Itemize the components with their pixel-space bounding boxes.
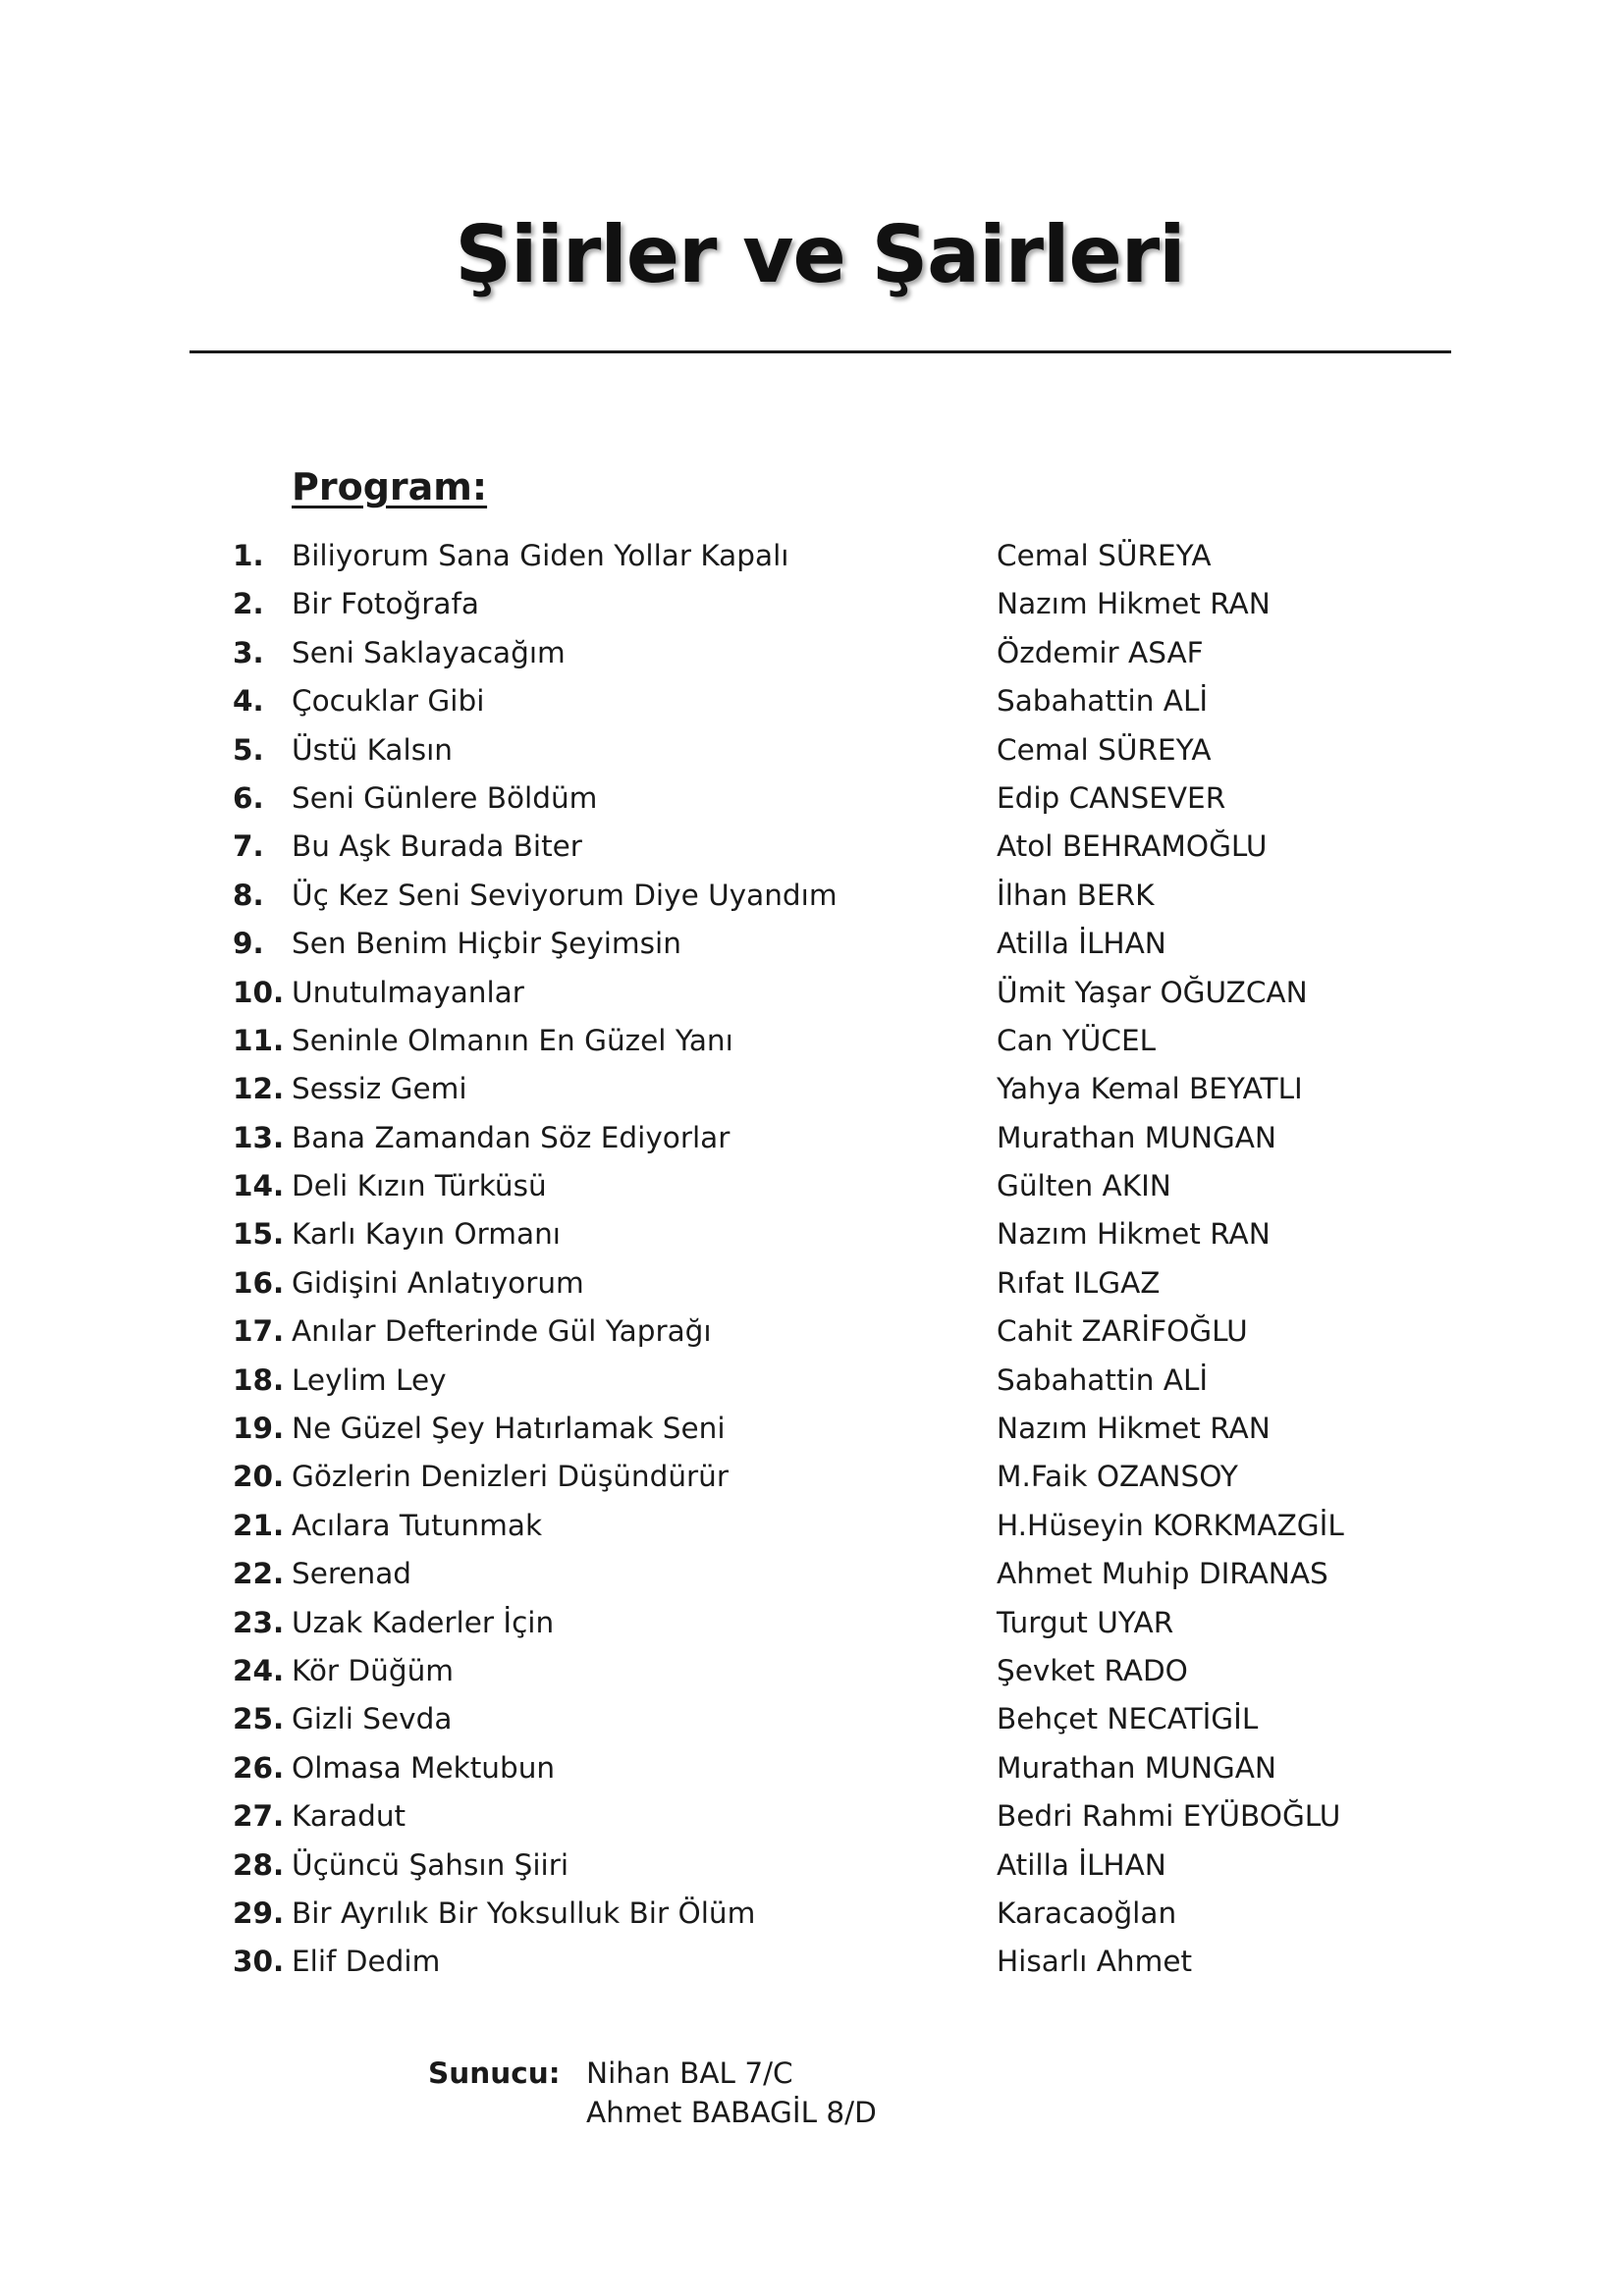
item-number: 4. bbox=[233, 684, 264, 719]
list-item bbox=[0, 1011, 1624, 1059]
poem-title: Seninle Olmanın En Güzel Yanı bbox=[292, 1023, 733, 1057]
poet-name: Hisarlı Ahmet bbox=[997, 1945, 1193, 1979]
list-item bbox=[0, 1544, 1624, 1592]
title-divider bbox=[189, 350, 1451, 353]
list-item bbox=[0, 1884, 1624, 1932]
poet-name: Özdemir ASAF bbox=[997, 635, 1204, 669]
poem-title: Deli Kızın Türküsü bbox=[292, 1169, 547, 1203]
poem-title: Çocuklar Gibi bbox=[292, 684, 485, 719]
list-item bbox=[0, 1447, 1624, 1495]
poem-title: Anılar Defterinde Gül Yaprağı bbox=[292, 1314, 712, 1349]
poem-title: Leylim Ley bbox=[292, 1362, 447, 1397]
presenter-name: Nihan BAL 7/C bbox=[586, 2056, 793, 2090]
poem-title: Gözlerin Denizleri Düşündürür bbox=[292, 1460, 729, 1494]
poem-title: Ne Güzel Şey Hatırlamak Seni bbox=[292, 1412, 726, 1446]
list-item bbox=[0, 866, 1624, 914]
poet-name: Ümit Yaşar OĞUZCAN bbox=[997, 975, 1308, 1009]
poet-name: Can YÜCEL bbox=[997, 1023, 1157, 1057]
item-number: 14. bbox=[233, 1169, 285, 1203]
item-number: 9. bbox=[233, 927, 264, 961]
poem-title: Karlı Kayın Ormanı bbox=[292, 1217, 561, 1252]
poet-name: Turgut UYAR bbox=[997, 1605, 1174, 1639]
item-number: 8. bbox=[233, 878, 264, 912]
poet-name: M.Faik OZANSOY bbox=[997, 1460, 1238, 1494]
poem-title: Gizli Sevda bbox=[292, 1702, 453, 1736]
item-number: 5. bbox=[233, 732, 264, 767]
item-number: 20. bbox=[233, 1460, 285, 1494]
list-item bbox=[0, 1059, 1624, 1107]
item-number: 24. bbox=[233, 1653, 285, 1687]
poet-name: Atol BEHRAMOĞLU bbox=[997, 829, 1268, 864]
list-item bbox=[0, 1496, 1624, 1544]
list-item bbox=[0, 1641, 1624, 1689]
item-number: 22. bbox=[233, 1557, 285, 1591]
item-number: 15. bbox=[233, 1217, 285, 1252]
item-number: 26. bbox=[233, 1750, 285, 1785]
poem-title: Seni Saklayacağım bbox=[292, 635, 566, 669]
poem-title: Uzak Kaderler İçin bbox=[292, 1605, 555, 1639]
poet-name: Nazım Hikmet RAN bbox=[997, 1217, 1271, 1252]
poet-name: Behçet NECATİGİL bbox=[997, 1702, 1259, 1736]
item-number: 25. bbox=[233, 1702, 285, 1736]
list-item bbox=[0, 1738, 1624, 1787]
poet-name: Nazım Hikmet RAN bbox=[997, 587, 1271, 621]
poem-title: Kör Düğüm bbox=[292, 1653, 455, 1687]
list-item bbox=[0, 769, 1624, 817]
item-number: 3. bbox=[233, 635, 264, 669]
poet-name: Atilla İLHAN bbox=[997, 1847, 1166, 1882]
poet-name: Cemal SÜREYA bbox=[997, 732, 1212, 767]
list-item bbox=[0, 963, 1624, 1011]
list-item bbox=[0, 1593, 1624, 1641]
list-item bbox=[0, 1351, 1624, 1399]
item-number: 23. bbox=[233, 1605, 285, 1639]
poem-title: Seni Günlere Böldüm bbox=[292, 780, 598, 815]
poet-name: Atilla İLHAN bbox=[997, 927, 1166, 961]
poet-name: Yahya Kemal BEYATLI bbox=[997, 1072, 1303, 1106]
list-item bbox=[0, 574, 1624, 622]
list-item bbox=[0, 623, 1624, 671]
list-item bbox=[0, 671, 1624, 720]
list-item bbox=[0, 1399, 1624, 1447]
poet-name: Şevket RADO bbox=[997, 1653, 1188, 1687]
list-item bbox=[0, 1836, 1624, 1884]
list-item bbox=[0, 1254, 1624, 1302]
list-item bbox=[0, 1932, 1624, 1980]
page-title: Şiirler ve Şairleri bbox=[455, 209, 1185, 300]
item-number: 16. bbox=[233, 1265, 285, 1300]
presenters-label: Sunucu: bbox=[428, 2056, 561, 2090]
poem-title: Bana Zamandan Söz Ediyorlar bbox=[292, 1120, 731, 1154]
poet-name: Sabahattin ALİ bbox=[997, 684, 1209, 719]
poet-name: Cahit ZARİFOĞLU bbox=[997, 1314, 1248, 1349]
poet-name: Rıfat ILGAZ bbox=[997, 1265, 1161, 1300]
item-number: 10. bbox=[233, 975, 285, 1009]
poem-title: Unutulmayanlar bbox=[292, 975, 524, 1009]
poem-title: Üç Kez Seni Seviyorum Diye Uyandım bbox=[292, 878, 838, 912]
poem-title: Biliyorum Sana Giden Yollar Kapalı bbox=[292, 539, 789, 572]
list-item bbox=[0, 1204, 1624, 1253]
list-item bbox=[0, 1787, 1624, 1835]
poet-name: Nazım Hikmet RAN bbox=[997, 1412, 1271, 1446]
list-item bbox=[0, 1108, 1624, 1156]
item-number: 12. bbox=[233, 1072, 285, 1106]
poem-title: Üçüncü Şahsın Şiiri bbox=[292, 1847, 569, 1882]
poem-title: Bir Fotoğrafa bbox=[292, 587, 479, 621]
program-list bbox=[0, 526, 1624, 1981]
poet-name: Cemal SÜREYA bbox=[997, 539, 1212, 572]
item-number: 21. bbox=[233, 1508, 285, 1542]
poem-title: Bir Ayrılık Bir Yoksulluk Bir Ölüm bbox=[292, 1896, 756, 1930]
list-item bbox=[0, 1156, 1624, 1204]
item-number: 7. bbox=[233, 829, 264, 864]
poem-title: Bu Aşk Burada Biter bbox=[292, 829, 582, 864]
list-item bbox=[0, 526, 1624, 574]
item-number: 30. bbox=[233, 1945, 285, 1979]
poet-name: Edip CANSEVER bbox=[997, 780, 1226, 815]
poem-title: Acılara Tutunmak bbox=[292, 1508, 543, 1542]
list-item bbox=[0, 1689, 1624, 1737]
list-item bbox=[0, 1302, 1624, 1350]
poem-title: Olmasa Mektubun bbox=[292, 1750, 556, 1785]
item-number: 29. bbox=[233, 1896, 285, 1930]
poet-name: İlhan BERK bbox=[997, 878, 1155, 912]
item-number: 19. bbox=[233, 1412, 285, 1446]
poem-title: Gidişini Anlatıyorum bbox=[292, 1265, 584, 1300]
item-number: 28. bbox=[233, 1847, 285, 1882]
poem-title: Sen Benim Hiçbir Şeyimsin bbox=[292, 927, 681, 961]
list-item bbox=[0, 914, 1624, 962]
poet-name: Ahmet Muhip DIRANAS bbox=[997, 1557, 1328, 1591]
poet-name: Karacaoğlan bbox=[997, 1896, 1177, 1930]
poem-title: Elif Dedim bbox=[292, 1945, 441, 1979]
poem-title: Üstü Kalsın bbox=[292, 732, 453, 767]
item-number: 1. bbox=[233, 539, 264, 572]
list-item bbox=[0, 817, 1624, 865]
list-item bbox=[0, 721, 1624, 769]
item-number: 17. bbox=[233, 1314, 285, 1349]
presenter-name: Ahmet BABAGİL 8/D bbox=[586, 2096, 877, 2129]
poet-name: H.Hüseyin KORKMAZGİL bbox=[997, 1508, 1344, 1542]
item-number: 2. bbox=[233, 587, 264, 621]
program-heading: Program: bbox=[292, 465, 488, 508]
poet-name: Murathan MUNGAN bbox=[997, 1120, 1276, 1154]
item-number: 27. bbox=[233, 1799, 285, 1834]
poem-title: Serenad bbox=[292, 1557, 412, 1591]
poem-title: Sessiz Gemi bbox=[292, 1072, 467, 1106]
item-number: 13. bbox=[233, 1120, 285, 1154]
poet-name: Murathan MUNGAN bbox=[997, 1750, 1276, 1785]
item-number: 6. bbox=[233, 780, 264, 815]
poet-name: Gülten AKIN bbox=[997, 1169, 1171, 1203]
poem-title: Karadut bbox=[292, 1799, 406, 1834]
item-number: 18. bbox=[233, 1362, 285, 1397]
poet-name: Sabahattin ALİ bbox=[997, 1362, 1209, 1397]
poet-name: Bedri Rahmi EYÜBOĞLU bbox=[997, 1799, 1341, 1834]
item-number: 11. bbox=[233, 1023, 285, 1057]
